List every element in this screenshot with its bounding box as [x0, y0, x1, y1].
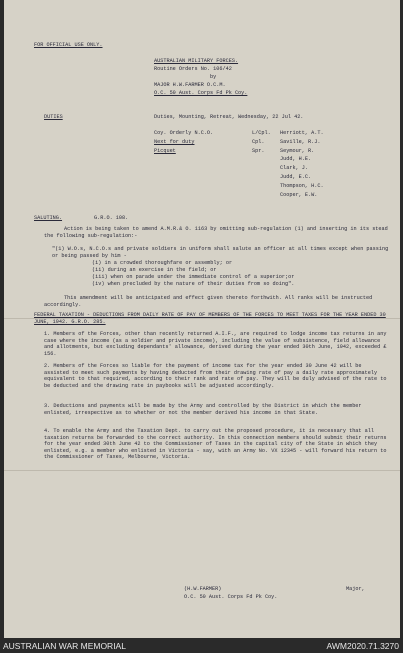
taxation-paragraph: 4. To enable the Army and the Taxation Dept. to carry out the proposed procedure, it is necessary that all taxation returns be forwarded to the correct authority. In this connection members should submit their returns for the year ended 30th June 42 to the Commissioner of Taxes in the capital city of the State in which they enlisted, e.g. a member who enlisted in Victoria - say, with an Army No. VX 12345 - will forward his return to the Commissioner of Taxes, Melbourne, Victoria.: [44, 428, 387, 460]
archive-footer: [0, 638, 403, 653]
signature-unit: O.C. 50 Aust. Corps Fd Pk Coy.: [184, 594, 278, 600]
saluting-intro: Action is being taken to amend A.M.R.& O. 1163 by omitting sub-regulation (1) and inserting in its stead the following sub-regulation:-: [44, 226, 388, 239]
saluting-reference: G.R.O. 108.: [94, 215, 129, 221]
signature-rank: Major,: [346, 586, 365, 592]
footer-institution: AUSTRALIAN WAR MEMORIAL: [3, 641, 126, 651]
issuing-officer: MAJOR H.W.FARMER O.C.M.: [154, 82, 226, 88]
duty-name: Seymour, R.: [280, 147, 315, 154]
saluting-item: (iv) when precluded by the nature of their duties from so doing".: [92, 281, 295, 287]
fold-line: [4, 470, 400, 471]
duty-name: Herriott, A.T.: [280, 130, 324, 136]
duty-roster: [280, 130, 324, 200]
saluting-item: (ii) during an exercise in the field; or: [92, 267, 217, 273]
duty-rank: L/Cpl.: [252, 130, 271, 136]
taxation-paragraph: 3. Deductions and payments will be made by the Army and controlled by the District in which the member enlisted, irrespective as to whether or not the member derived his income in that State.: [44, 403, 362, 416]
signature-name: (H.W.FARMER): [184, 586, 222, 592]
saluting-heading: SALUTING.: [34, 215, 63, 221]
routine-order-number: Routine Orders No. 106/42: [154, 66, 232, 72]
force-title: AUSTRALIAN MILITARY FORCES.: [154, 58, 239, 64]
footer-accession-number: AWM2020.71.3270: [326, 641, 399, 651]
saluting-clause: "(1) W.O.s, N.C.O.s and private soldiers in uniform shall salute an officer at all times except when passing or being passed by him -: [52, 246, 389, 259]
duty-role: Next for duty: [154, 139, 195, 145]
picquet-member: Thompson, H.C.: [280, 182, 324, 189]
duty-rank: Cpl.: [252, 139, 265, 145]
picquet-member: Judd, E.C.: [280, 173, 312, 180]
picquet-member: Cooper, E.W.: [280, 191, 318, 198]
saluting-item: (iii) when on parade under the immediate control of a superior;or: [92, 274, 295, 280]
picquet-member: Judd, H.E.: [280, 156, 312, 163]
saluting-item: (i) in a crowded thoroughfare or assembly; or: [92, 260, 233, 266]
by-label: by: [210, 74, 217, 80]
document-page: [4, 0, 400, 638]
duty-rank: Spr.: [252, 148, 265, 154]
issuing-unit: O.C. 50 Aust. Corps Fd Pk Coy.: [154, 90, 248, 96]
saluting-closing: This amendment will be anticipated and effect given thereto forthwith. All ranks will be instructed accordingly.: [44, 295, 373, 308]
duties-heading: DUTIES: [44, 114, 63, 120]
duty-role: Coy. Orderly N.C.O.: [154, 130, 214, 136]
duty-role: Picquet: [154, 148, 176, 154]
taxation-paragraph: 2. Members of the Forces so liable for the payment of income tax for the year ended 30 June 42 will be assisted to meet such payments by having deducted from their drawing rate of pay a daily rate approximately equivalent to that required, according to their rank and rate of pay. They will be duly advised of the rate to be deducted and the drawing rate in paybooks will be adjusted accordingly.: [44, 363, 387, 389]
picquet-member: Clark, J.: [280, 165, 309, 172]
classification-text: FOR OFFICIAL USE ONLY.: [34, 42, 103, 48]
taxation-paragraph: 1. Members of the Forces, other than recently returned A.I.F., are required to lodge income tax returns in any case where the income (as a soldier and private income), including the value of subsistence, field allowance and allotments, but excluding dependants' allowance, derived during the year ended 30th June, 1942, exceeded £ 156.: [44, 331, 387, 357]
duty-name: Saville, R.J.: [280, 138, 321, 145]
duties-date: Duties, Mounting, Retreat, Wednesday, 22 Jul 42.: [154, 114, 304, 120]
taxation-heading: FEDERAL TAXATION - DEDUCTIONS FROM DAILY RATE OF PAY OF MEMBERS OF THE FORCES TO MEET TAXES FOR THE YEAR ENDED 30 JUNE, 1942. G.R.O. 285.: [34, 312, 386, 325]
